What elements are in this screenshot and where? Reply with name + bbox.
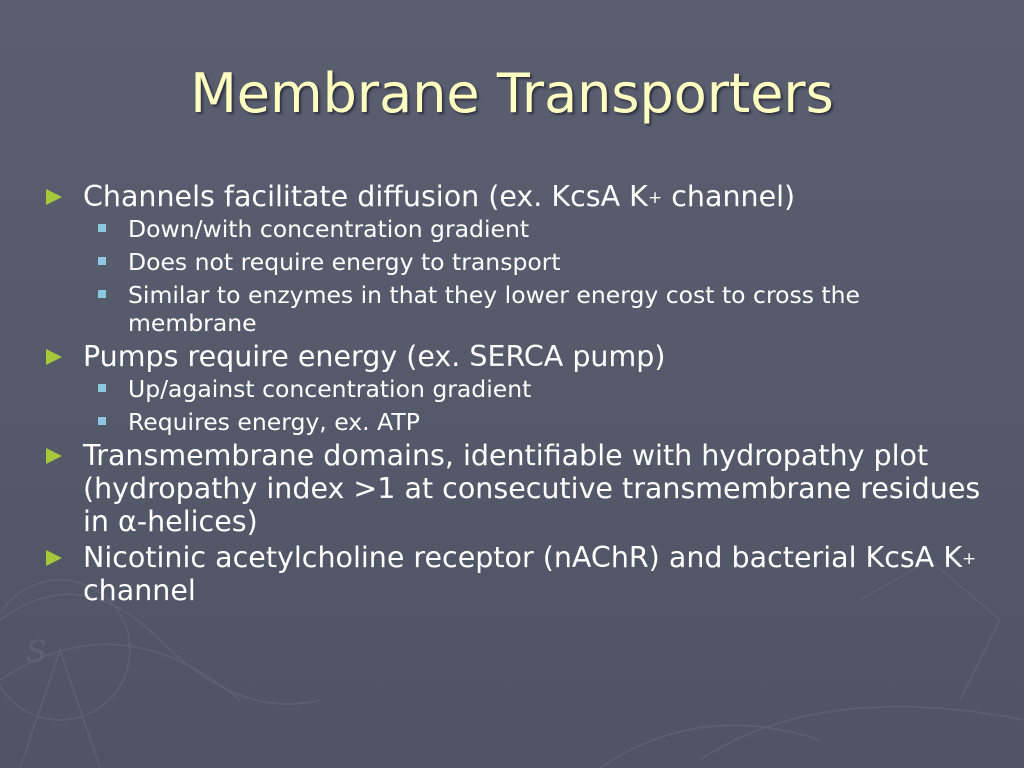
sub-bullet-text: Requires energy, ex. ATP [128, 408, 420, 436]
square-bullet-icon [98, 417, 106, 425]
bullet-channels [46, 180, 986, 213]
square-bullet-icon [98, 224, 106, 232]
bullet-nachr [46, 541, 986, 607]
bullet-list [46, 180, 986, 607]
superscript: + [962, 549, 977, 569]
sub-bullet-text: Up/against concentration gradient [128, 375, 532, 403]
sub-bullet-text: Similar to enzymes in that they lower energy cost to cross the membrane [128, 281, 860, 337]
bullet-text: channel [83, 574, 196, 607]
bullet-text: Transmembrane domains, identifiable with hydropathy plot (hydropathy index >1 at consecutive transmembrane residues in α-helices) [83, 439, 981, 538]
triangle-bullet-icon [46, 448, 62, 464]
sub-bullet [46, 375, 986, 403]
triangle-bullet-icon [46, 550, 62, 566]
sub-bullet-text: Down/with concentration gradient [128, 215, 530, 243]
sub-bullet [46, 281, 986, 337]
square-bullet-icon [98, 257, 106, 265]
sub-bullet [46, 215, 986, 243]
superscript: + [647, 188, 663, 208]
bullet-text: Pumps require energy (ex. SERCA pump) [83, 340, 666, 373]
bullet-pumps [46, 340, 986, 373]
slide-title: Membrane Transporters [190, 62, 834, 125]
triangle-bullet-icon [46, 349, 62, 365]
bullet-transmembrane-domains [46, 439, 986, 538]
svg-text:S: S [26, 635, 47, 670]
triangle-bullet-icon [46, 189, 62, 205]
square-bullet-icon [98, 384, 106, 392]
bullet-text: Channels facilitate diffusion (ex. KcsA K [83, 180, 648, 213]
sub-bullet [46, 248, 986, 276]
sub-bullet-text: Does not require energy to transport [128, 248, 561, 276]
sub-bullet [46, 408, 986, 436]
bullet-text: Nicotinic acetylcholine receptor (nAChR) and bacterial KcsA K [83, 541, 963, 574]
bullet-text: channel) [662, 180, 796, 213]
square-bullet-icon [98, 290, 106, 298]
